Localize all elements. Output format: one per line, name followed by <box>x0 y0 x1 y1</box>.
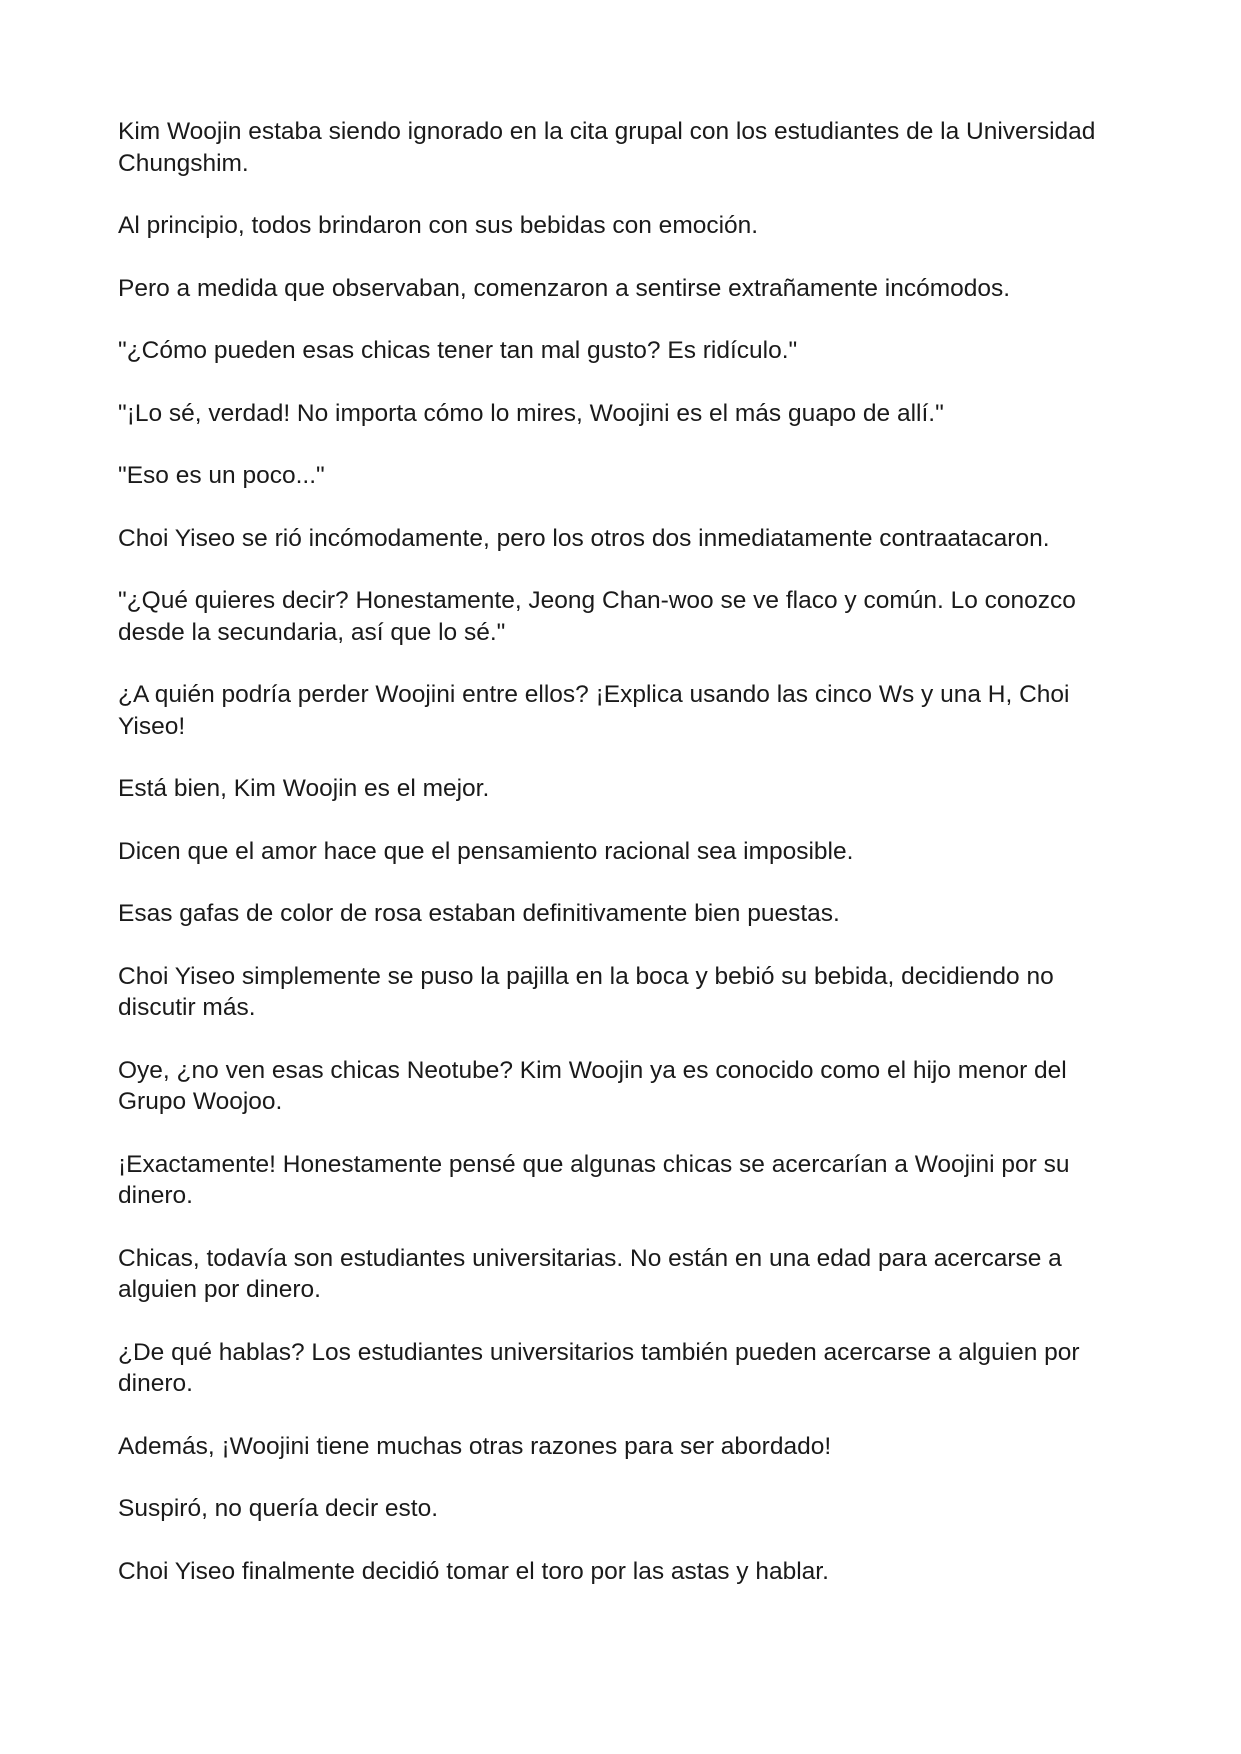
paragraph: "¿Qué quieres decir? Honestamente, Jeong Chan-woo se ve flaco y común. Lo conozco desde la secundaria, así que lo sé." <box>118 587 1076 646</box>
paragraph: Dicen que el amor hace que el pensamiento racional sea imposible. <box>118 837 854 865</box>
paragraph: "Eso es un poco..." <box>118 462 325 489</box>
document-body <box>118 116 1128 1618</box>
paragraph: ¿De qué hablas? Los estudiantes universitarios también pueden acercarse a alguien por dinero. <box>118 1338 1080 1397</box>
paragraph: "¿Cómo pueden esas chicas tener tan mal gusto? Es ridículo." <box>118 337 798 364</box>
paragraph: Kim Woojin estaba siendo ignorado en la cita grupal con los estudiantes de la Universidad Chungshim. <box>118 118 1096 177</box>
paragraph: Esas gafas de color de rosa estaban definitivamente bien puestas. <box>118 900 840 927</box>
paragraph: Suspiró, no quería decir esto. <box>118 1495 439 1522</box>
paragraph: ¡Exactamente! Honestamente pensé que algunas chicas se acercarían a Woojini por su dinero. <box>118 1150 1070 1209</box>
paragraph: Chicas, todavía son estudiantes universitarias. No están en una edad para acercarse a alguien por dinero. <box>118 1244 1062 1303</box>
paragraph: Oye, ¿no ven esas chicas Neotube? Kim Woojin ya es conocido como el hijo menor del Grupo Woojoo. <box>118 1056 1067 1115</box>
paragraph: Choi Yiseo simplemente se puso la pajilla en la boca y bebió su bebida, decidiendo no discutir más. <box>118 962 1054 1021</box>
paragraph: Está bien, Kim Woojin es el mejor. <box>118 775 490 802</box>
paragraph: Choi Yiseo se rió incómodamente, pero los otros dos inmediatamente contraatacaron. <box>118 524 1050 552</box>
paragraph: Choi Yiseo finalmente decidió tomar el toro por las astas y hablar. <box>118 1557 829 1585</box>
paragraph: Al principio, todos brindaron con sus bebidas con emoción. <box>118 212 759 239</box>
paragraph: Pero a medida que observaban, comenzaron a sentirse extrañamente incómodos. <box>118 274 1011 302</box>
paragraph: "¡Lo sé, verdad! No importa cómo lo mires, Woojini es el más guapo de allí." <box>118 399 944 427</box>
paragraph: Además, ¡Woojini tiene muchas otras razones para ser abordado! <box>118 1432 832 1460</box>
paragraph: ¿A quién podría perder Woojini entre ellos? ¡Explica usando las cinco Ws y una H, Choi Yiseo! <box>118 681 1070 740</box>
